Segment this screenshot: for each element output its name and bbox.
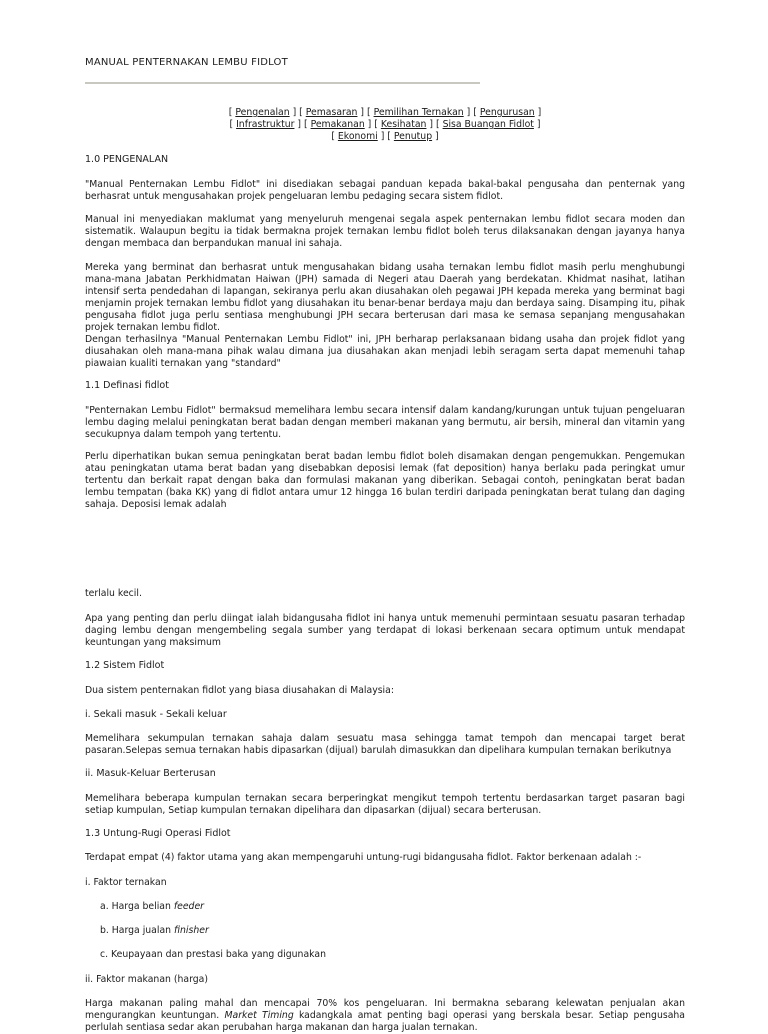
list-item-term: finisher bbox=[174, 925, 209, 936]
paragraph: Memelihara sekumpulan ternakan sahaja dalam sesuatu masa sehingga tamat tempoh dan mencapai target berat pasaran.Selepas semua ternakan habis dipasarkan (dijual) barulah dimasukkan dan dipelihara kumpulan ternakan berikutnya bbox=[85, 733, 685, 756]
paragraph-text: Harga makanan paling mahal dan mencapai 70% kos pengeluaran. Ini bermakna sebarang kelewatan penjualan akan mengurangkan keuntungan. bbox=[85, 998, 685, 1021]
nav-link-pemilihan-ternakan[interactable]: Pemilihan Ternakan bbox=[373, 107, 464, 118]
document-title: MANUAL PENTERNAKAN LEMBU FIDLOT bbox=[85, 57, 288, 68]
title-divider bbox=[85, 82, 480, 84]
paragraph: Perlu diperhatikan bukan semua peningkatan berat badan lembu fidlot boleh disamakan dengan pengemukkan. Pengemukan atau peningkatan utama berat badan yang disebabkan deposisi lemak (fat deposition) hanya berlaku pada peringkat umur tertentu dan berkait rapat dengan baka dan formulasi makanan yang diberikan. Sebagai contoh, peningkatan berat badan lembu tempatan (baka KK) yang di fidlot antara umur 12 hingga 16 bulan terdiri daripada peningkatan berat tulang dan daging sahaja. Deposisi lemak adalah bbox=[85, 451, 685, 510]
nav-link-pengurusan[interactable]: Pengurusan bbox=[479, 107, 535, 118]
subheading-sekali-masuk: i. Sekali masuk - Sekali keluar bbox=[85, 709, 227, 720]
section-heading-1-2: 1.2 Sistem Fidlot bbox=[85, 660, 165, 671]
section-heading-1-3: 1.3 Untung-Rugi Operasi Fidlot bbox=[85, 828, 231, 839]
list-item-text: b. Harga jualan bbox=[100, 925, 175, 936]
paragraph: "Penternakan Lembu Fidlot" bermaksud memelihara lembu secara intensif dalam kandang/kurungan untuk tujuan pengeluaran lembu daging melalui peningkatan berat badan dengan memberi makanan yang bermutu, air bersih, mineral dan vitamin yang secukupnya dalam tempoh yang tertentu. bbox=[85, 405, 685, 440]
paragraph-term: Market Timing bbox=[224, 1010, 294, 1021]
subheading-masuk-keluar: ii. Masuk-Keluar Berterusan bbox=[85, 768, 216, 779]
paragraph: Dua sistem penternakan fidlot yang biasa diusahakan di Malaysia: bbox=[85, 685, 394, 696]
paragraph-continuation: terlalu kecil. bbox=[85, 588, 142, 599]
nav-link-pemakanan[interactable]: Pemakanan bbox=[310, 119, 365, 130]
list-item-text: a. Harga belian bbox=[100, 901, 174, 912]
nav-link-infrastruktur[interactable]: Infrastruktur bbox=[236, 119, 295, 130]
list-item-harga-belian bbox=[100, 901, 685, 913]
nav-link-kesihatan[interactable]: Kesihatan bbox=[380, 119, 427, 130]
nav-link-pengenalan[interactable]: Pengenalan bbox=[235, 107, 290, 118]
list-item-term: feeder bbox=[173, 901, 204, 912]
paragraph: "Manual Penternakan Lembu Fidlot" ini disediakan sebagai panduan kepada bakal-bakal pengusaha dan penternak yang berhasrat untuk mengusahakan projek pengeluaran lembu pedaging secara sistem fidlot. bbox=[85, 179, 685, 202]
paragraph: Dengan terhasilnya "Manual Penternakan Lembu Fidlot" ini, JPH berharap perlaksanaan bidang usaha dan projek fidlot yang diusahakan oleh mana-mana pihak walau dimana jua diusahakan akan menjadi lebih seragam serta dapat memenuhi tahap piawaian kualiti ternakan yang "standard" bbox=[85, 334, 685, 369]
list-item-faktor-ternakan: i. Faktor ternakan bbox=[85, 877, 167, 888]
paragraph-text: kadangkala amat penting bagi operasi yang berskala besar. Setiap pengusaha perlulah sentiasa sedar akan perubahan harga makanan dan harga jualan ternakan. bbox=[85, 1010, 685, 1033]
list-item-keupayaan-baka: c. Keupayaan dan prestasi baka yang digunakan bbox=[100, 949, 326, 960]
paragraph: Manual ini menyediakan maklumat yang menyeluruh mengenai segala aspek penternakan lembu fidlot secara moden dan sistematik. Walaupun begitu ia tidak bermakna projek ternakan lembu fidlot boleh terus dilaksanakan dengan jayanya hanya dengan membaca dan berpandukan manual ini sahaja. bbox=[85, 214, 685, 249]
nav-link-penutup[interactable]: Penutup bbox=[393, 131, 433, 142]
paragraph: Memelihara beberapa kumpulan ternakan secara berperingkat mengikut tempoh tertentu berdasarkan target pasaran bagi setiap kumpulan, Setiap kumpulan ternakan dipelihara dan dipasarkan (dijual) secara berterusan. bbox=[85, 793, 685, 816]
nav-row: [ Ekonomi ] [ Penutup ] bbox=[331, 131, 439, 142]
list-item-harga-jualan bbox=[100, 925, 685, 937]
nav-link-pemasaran[interactable]: Pemasaran bbox=[305, 107, 358, 118]
section-heading-1-0: 1.0 PENGENALAN bbox=[85, 154, 169, 165]
nav-link-ekonomi[interactable]: Ekonomi bbox=[337, 131, 378, 142]
list-item-faktor-makanan: ii. Faktor makanan (harga) bbox=[85, 974, 208, 985]
paragraph: Apa yang penting dan perlu diingat ialah bidangusaha fidlot ini hanya untuk memenuhi permintaan sesuatu pasaran terhadap daging lembu dengan mengembeling segala sumber yang terdapat di lokasi berkenaan secara optimum untuk mendapat keuntungan yang maksimum bbox=[85, 613, 685, 648]
paragraph: Mereka yang berminat dan berhasrat untuk mengusahakan bidang usaha ternakan lembu fidlot masih perlu menghubungi mana-mana Jabatan Perkhidmatan Haiwan (JPH) samada di Negeri atau Daerah yang berdekatan. Khidmat nasihat, latihan intensif serta pendedahan di lapangan, sekiranya perlu akan diusahakan oleh pegawai JPH kepada mereka yang berminat bagi menjamin projek ternakan lembu fidlot yang diusahakan itu benar-benar berdaya maju dan berdaya saing. Disamping itu, pihak pengusaha fidlot juga perlu sentiasa menghubungi JPH secara berterusan dari masa ke semasa sepanjang mengusahakan projek ternakan lembu fidlot. bbox=[85, 262, 685, 333]
nav-row: [ Pengenalan ] [ Pemasaran ] [ Pemilihan Ternakan ] [ Pengurusan ] bbox=[228, 107, 542, 118]
paragraph: Terdapat empat (4) faktor utama yang akan mempengaruhi untung-rugi bidangusaha fidlot. Faktor berkenaan adalah :- bbox=[85, 852, 642, 863]
nav-row: [ Infrastruktur ] [ Pemakanan ] [ Kesihatan ] [ Sisa Buangan Fidlot ] bbox=[229, 119, 541, 130]
nav-link-sisa-buangan-fidlot[interactable]: Sisa Buangan Fidlot bbox=[442, 119, 534, 130]
paragraph bbox=[85, 998, 685, 1034]
section-nav bbox=[85, 107, 685, 143]
section-heading-1-1: 1.1 Definasi fidlot bbox=[85, 380, 169, 391]
